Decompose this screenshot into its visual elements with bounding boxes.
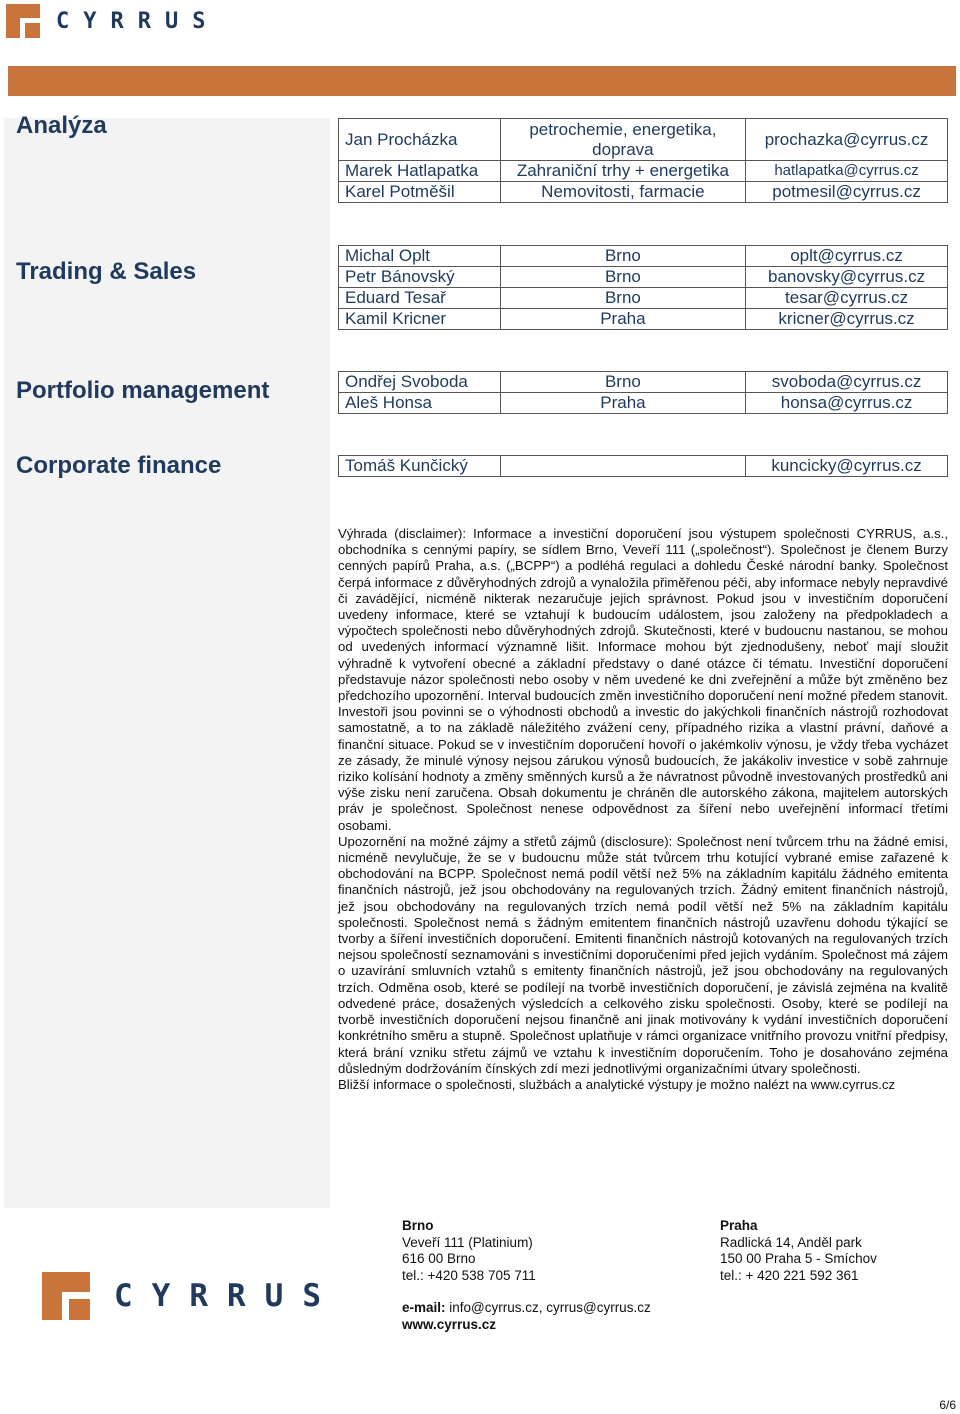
contact-city: Praha [500, 393, 745, 414]
footer-web-link[interactable]: www.cyrrus.cz [402, 1316, 497, 1332]
contact-area: Zahraniční trhy + energetika [500, 161, 745, 182]
disclosure-paragraph: Upozornění na možné zájmy a střetů zájmů (disclosure): Společnost není tvůrcem trhu na žádné emisi, nicméně nevylučuje, že se v budoucnu může stát tvůrcem trhu kotující vybrané emise zařazené k obchodování na BCPP. Společnost nemá podíl větší než 5% na základním kapitálu žádného emitenta finančních nástrojů, jež jsou obchodovány na regulovaných trzích. Žádný emitent finančních nástrojů, jež jsou obchodovány na regulovaných trzích nemá podíl větší než 5% na základním kapitálu společnosti. Společnost nemá s žádným emitentem finančních nástrojů uzavřenu dohodu týkající se tvorby a šíření investičních doporučení. Emitenti finančních nástrojů kotovaných na regulovaných trzích nejsou společností seznamováni s investičními doporučeními před jejich vydáním. Společnost má zájem o uzavírání smluvních vztahů s emitenty finančních nástrojů, jež jsou obchodovány na regulovaných trzích. Odměna osob, které se podílejí na tvorbě investičních doporučení, je závislá zejména na kvalitě odvedené práce, dosažených výsledcích a celkového zisku společnosti. Osoby, které se podílejí na tvorbě investičních doporučení nejsou finančně ani jinak motivovány k vydání investičních doporučení konkrétního směru a stupně. Společnost uplatňuje v rámci organizace vnitřního provozu vnitřní předpisy, která brání vzniku střetu zájmů ve vztahu k investičním doporučením. Toho je dosahováno zejména důsledným dodržováním čínských zdí mezi jednotlivými organizačními útvary společnosti. [338, 833, 948, 1076]
table-row [339, 182, 948, 203]
address-city: Brno [402, 1218, 434, 1233]
section-label-trading: Trading & Sales [16, 258, 197, 285]
table-row [339, 309, 948, 330]
table-row [339, 456, 948, 477]
contact-city: Brno [500, 372, 745, 393]
page-number: 6/6 [939, 1398, 956, 1412]
contacts-table-portfolio [338, 371, 948, 414]
contact-city [500, 456, 745, 477]
contact-email[interactable]: hatlapatka@cyrrus.cz [746, 161, 948, 182]
contact-area: petrochemie, energetika, doprava [500, 119, 745, 161]
contact-name: Aleš Honsa [339, 393, 501, 414]
contacts-table-trading [338, 245, 948, 330]
contact-city: Brno [500, 246, 745, 267]
contact-email[interactable]: prochazka@cyrrus.cz [746, 119, 948, 161]
address-city: Praha [720, 1218, 758, 1233]
contact-email[interactable]: banovsky@cyrrus.cz [746, 267, 948, 288]
contact-name: Tomáš Kunčický [339, 456, 501, 477]
table-row [339, 267, 948, 288]
contact-name: Marek Hatlapatka [339, 161, 501, 182]
disclaimer-text [338, 526, 948, 1093]
address-phone: tel.: +420 538 705 711 [402, 1267, 536, 1283]
address-phone: tel.: + 420 221 592 361 [720, 1267, 859, 1283]
disclaimer-paragraph: Výhrada (disclaimer): Informace a investiční doporučení jsou výstupem společnosti CYRRUS, a.s., obchodníka s cennými papíry, se sídlem Brno, Veveří 111 („společnost“). Společnost je členem Burzy cenných papírů Praha, a.s. („BCPP“) a podléhá regulaci a dohledu České národní banky. Společnost čerpá informace z důvěryhodných zdrojů a vynaložila přiměřenou péči, aby informace nebyly nepravdivé či zavádějící, nicméně nikterak nezaručuje jejich správnost. Pokud jsou v investičním doporučení uvedeny informace, které se vztahují k budoucím událostem, jsou založeny na předpokladech a výpočtech společnosti nebo důvěryhodných zdrojů. Skutečnosti, které v budoucnu nastanou, se mohou od uvedených informací významně lišit. Informace mohou být zjednodušeny, neboť mají sloužit výhradně k vytvoření obecné a základní představy o dané otázce či tématu. Investiční doporučení představuje názor společnosti nebo osoby v něm uvedené ke dni zveřejnění a může být změněno bez předchozího upozornění. Interval budoucích změn investičního doporučení není možné předem stanovit. Investoři jsou povinni se o výhodnosti obchodů a investic do jakýchkoli finančních nástrojů rozhodovat samostatně, a to na základě náležitého zvážení ceny, případného rizika a vlastní právní, daňové a finanční situace. Pokud se v investičním doporučení hovoří o jakémkoliv výnosu, je vždy třeba vycházet ze zásady, že minulé výnosy nejsou zárukou výnosů budoucích, že jakákoliv investice v sobě zahrnuje riziko kolísání hodnoty a změny směnných kursů a že návratnost původně investovaných prostředků ani výše zisku není zaručena. Obsah dokumentu je chráněn dle autorského zákona, majitelem autorských práv je společnost. Společnost nenese odpovědnost za šíření nebo uveřejnění informací třetími osobami. [338, 526, 948, 833]
table-row [339, 393, 948, 414]
contact-city: Brno [500, 267, 745, 288]
contact-name: Jan Procházka [339, 119, 501, 161]
contact-email[interactable]: kricner@cyrrus.cz [746, 309, 948, 330]
table-row [339, 161, 948, 182]
footer-logo [42, 1272, 340, 1320]
contact-city: Praha [500, 309, 745, 330]
cyrrus-logo-icon [42, 1272, 90, 1320]
address-line: 150 00 Praha 5 - Smíchov [720, 1251, 877, 1266]
table-row [339, 246, 948, 267]
footer-contact [402, 1300, 651, 1333]
contact-name: Petr Bánovský [339, 267, 501, 288]
contact-email[interactable]: kuncicky@cyrrus.cz [746, 456, 948, 477]
contacts-table-corporate [338, 455, 948, 477]
section-label-portfolio: Portfolio management [16, 377, 270, 404]
contact-area: Nemovitosti, farmacie [500, 182, 745, 203]
address-line: Veveří 111 (Platinium) [402, 1234, 533, 1250]
footer-email-line [402, 1300, 651, 1317]
contact-email[interactable]: tesar@cyrrus.cz [746, 288, 948, 309]
address-line: Radlická 14, Anděl park [720, 1234, 862, 1250]
table-row [339, 288, 948, 309]
contact-name: Ondřej Svoboda [339, 372, 501, 393]
address-brno [402, 1218, 536, 1284]
header-logo-text: CYRRUS [56, 8, 220, 34]
email-value[interactable]: info@cyrrus.cz, cyrrus@cyrrus.cz [445, 1300, 651, 1315]
section-label-analyza: Analýza [16, 112, 107, 139]
address-praha [720, 1218, 877, 1284]
contact-name: Kamil Kricner [339, 309, 501, 330]
more-info-paragraph: Bližší informace o společnosti, službách a analytické výstupy je možno nalézt na www.cyrrus.cz [338, 1076, 896, 1092]
table-row [339, 119, 948, 161]
contacts-table-analyza [338, 118, 948, 203]
contact-city: Brno [500, 288, 745, 309]
contact-email[interactable]: oplt@cyrrus.cz [746, 246, 948, 267]
contact-email[interactable]: svoboda@cyrrus.cz [746, 372, 948, 393]
header-logo [6, 4, 219, 38]
section-label-corporate: Corporate finance [16, 452, 222, 479]
contact-name: Michal Oplt [339, 246, 501, 267]
table-row [339, 372, 948, 393]
email-label: e-mail: [402, 1300, 446, 1315]
contact-email[interactable]: potmesil@cyrrus.cz [746, 182, 948, 203]
contact-email[interactable]: honsa@cyrrus.cz [746, 393, 948, 414]
cyrrus-logo-icon [6, 4, 40, 38]
header-band [8, 66, 956, 96]
address-line: 616 00 Brno [402, 1251, 476, 1266]
footer-logo-text: CYRRUS [114, 1278, 340, 1314]
contact-name: Karel Potměšil [339, 182, 501, 203]
contact-name: Eduard Tesař [339, 288, 501, 309]
